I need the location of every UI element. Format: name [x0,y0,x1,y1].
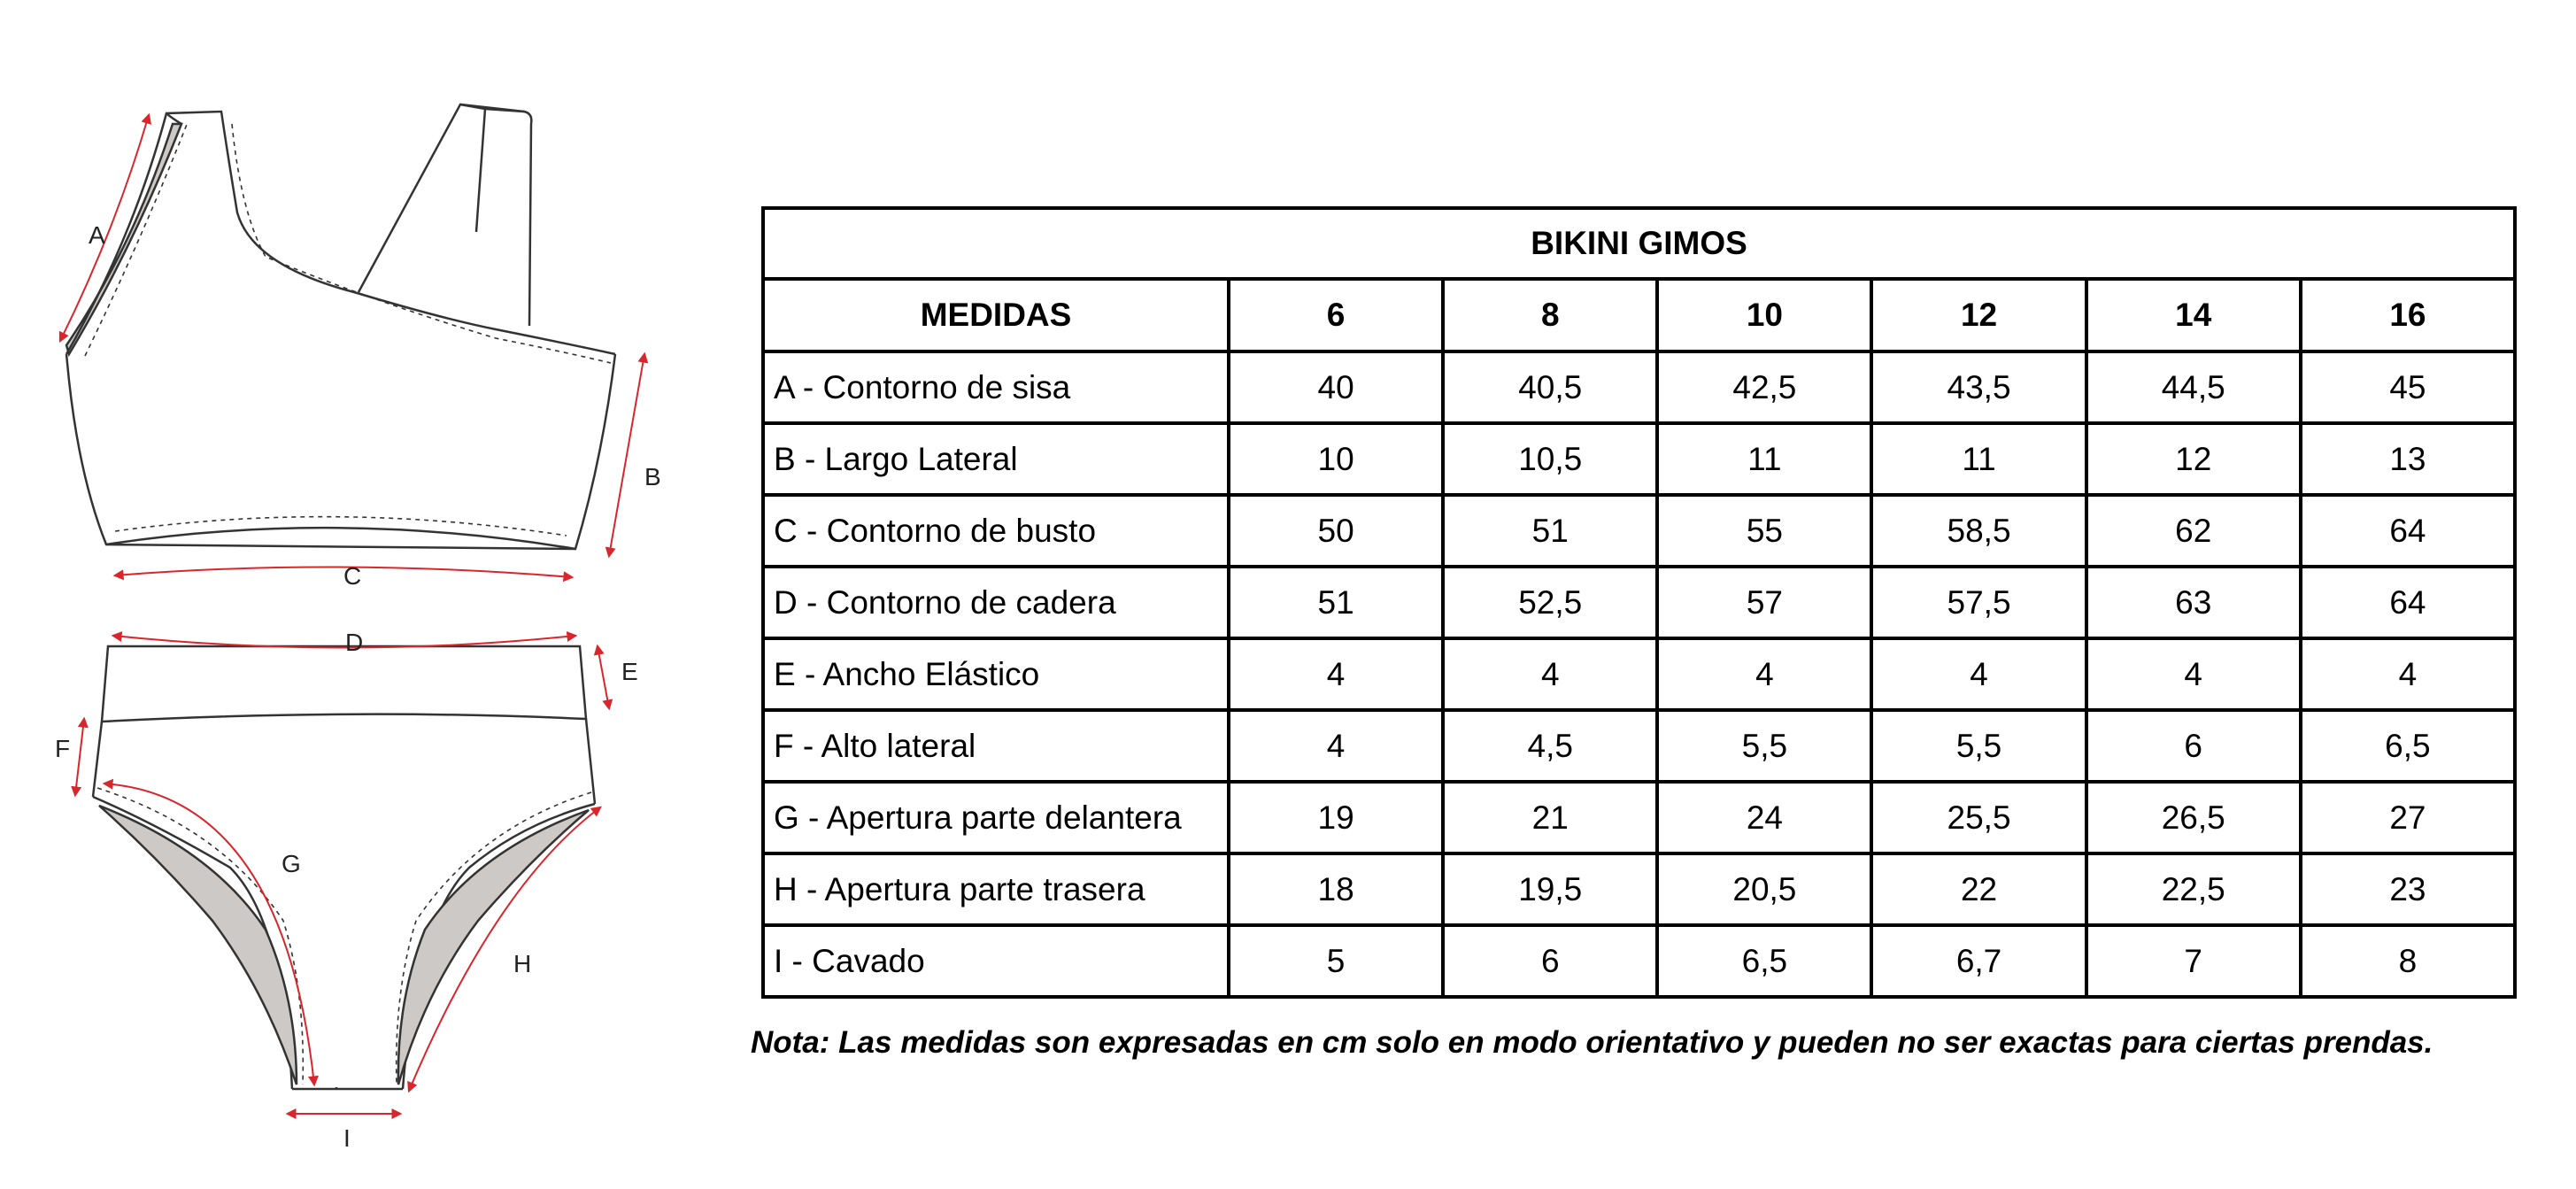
row-label: B - Largo Lateral [763,423,1229,495]
table-row [763,782,2515,853]
header-size: 6 [1229,279,1443,351]
header-size: 8 [1443,279,1657,351]
table-cell: 4 [1229,710,1443,782]
measure-label-e: E [621,658,638,685]
table-cell: 51 [1443,495,1657,567]
table-title-row [763,208,2515,279]
note-text: Nota: Las medidas son expresadas en cm solo en modo orientativo y pueden no ser exactas para ciertas prendas. [751,1025,2433,1060]
measure-label-i: I [343,1124,351,1152]
row-label: E - Ancho Elástico [763,638,1229,710]
table-cell: 63 [2086,567,2301,638]
table-cell: 12 [2086,423,2301,495]
bikini-top-drawing [66,104,615,549]
table-body [763,351,2515,997]
table-cell: 20,5 [1657,853,1871,925]
table-cell: 23 [2301,853,2515,925]
table-cell: 4,5 [1443,710,1657,782]
header-size: 10 [1657,279,1871,351]
row-label: G - Apertura parte delantera [763,782,1229,853]
header-medidas: MEDIDAS [763,279,1229,351]
bikini-technical-drawing [0,0,708,1189]
row-label: A - Contorno de sisa [763,351,1229,423]
table-row [763,638,2515,710]
row-label: I - Cavado [763,925,1229,997]
table-cell: 10 [1229,423,1443,495]
table-cell: 58,5 [1871,495,2086,567]
measure-label-g: G [282,850,301,877]
table-cell: 5 [1229,925,1443,997]
table-cell: 4 [2086,638,2301,710]
row-label: D - Contorno de cadera [763,567,1229,638]
table-row [763,567,2515,638]
table-cell: 64 [2301,495,2515,567]
table-cell: 4 [1871,638,2086,710]
table-cell: 4 [1443,638,1657,710]
table-row [763,710,2515,782]
bottom-measure-arrows [75,636,609,1114]
table-row [763,351,2515,423]
table-cell: 26,5 [2086,782,2301,853]
table-cell: 6,5 [1657,925,1871,997]
header-size: 14 [2086,279,2301,351]
table-cell: 7 [2086,925,2301,997]
table-row [763,423,2515,495]
header-size: 16 [2301,279,2515,351]
measure-label-h: H [513,950,532,977]
table-cell: 6 [1443,925,1657,997]
bikini-bottom-drawing [93,646,595,1089]
table-cell: 42,5 [1657,351,1871,423]
table-cell: 10,5 [1443,423,1657,495]
size-table [761,206,2517,999]
table-row [763,925,2515,997]
table-cell: 5,5 [1657,710,1871,782]
table-cell: 44,5 [2086,351,2301,423]
table-cell: 22 [1871,853,2086,925]
table-cell: 5,5 [1871,710,2086,782]
table-cell: 22,5 [2086,853,2301,925]
table-header-row [763,279,2515,351]
measure-label-b: B [644,463,661,490]
table-cell: 57 [1657,567,1871,638]
top-measure-arrows [60,115,644,577]
table-cell: 8 [2301,925,2515,997]
table-title: BIKINI GIMOS [763,208,2515,279]
table-cell: 52,5 [1443,567,1657,638]
table-cell: 50 [1229,495,1443,567]
table-cell: 24 [1657,782,1871,853]
table-cell: 19 [1229,782,1443,853]
table-row [763,853,2515,925]
table-cell: 62 [2086,495,2301,567]
table-cell: 6,5 [2301,710,2515,782]
row-label: F - Alto lateral [763,710,1229,782]
table-cell: 4 [1229,638,1443,710]
table-cell: 43,5 [1871,351,2086,423]
table-cell: 25,5 [1871,782,2086,853]
table-cell: 4 [2301,638,2515,710]
table-cell: 13 [2301,423,2515,495]
table-cell: 40,5 [1443,351,1657,423]
measure-label-c: C [343,562,362,590]
table-cell: 40 [1229,351,1443,423]
measure-label-a: A [89,221,105,249]
measure-label-d: D [345,629,364,656]
measure-label-f: F [55,735,71,762]
table-cell: 51 [1229,567,1443,638]
table-cell: 57,5 [1871,567,2086,638]
table-cell: 4 [1657,638,1871,710]
table-cell: 55 [1657,495,1871,567]
table-cell: 19,5 [1443,853,1657,925]
row-label: H - Apertura parte trasera [763,853,1229,925]
table-cell: 45 [2301,351,2515,423]
table-cell: 11 [1657,423,1871,495]
table-cell: 64 [2301,567,2515,638]
table-cell: 18 [1229,853,1443,925]
header-size: 12 [1871,279,2086,351]
table-cell: 6,7 [1871,925,2086,997]
table-cell: 6 [2086,710,2301,782]
row-label: C - Contorno de busto [763,495,1229,567]
table-row [763,495,2515,567]
table-cell: 27 [2301,782,2515,853]
table-cell: 21 [1443,782,1657,853]
table-cell: 11 [1871,423,2086,495]
